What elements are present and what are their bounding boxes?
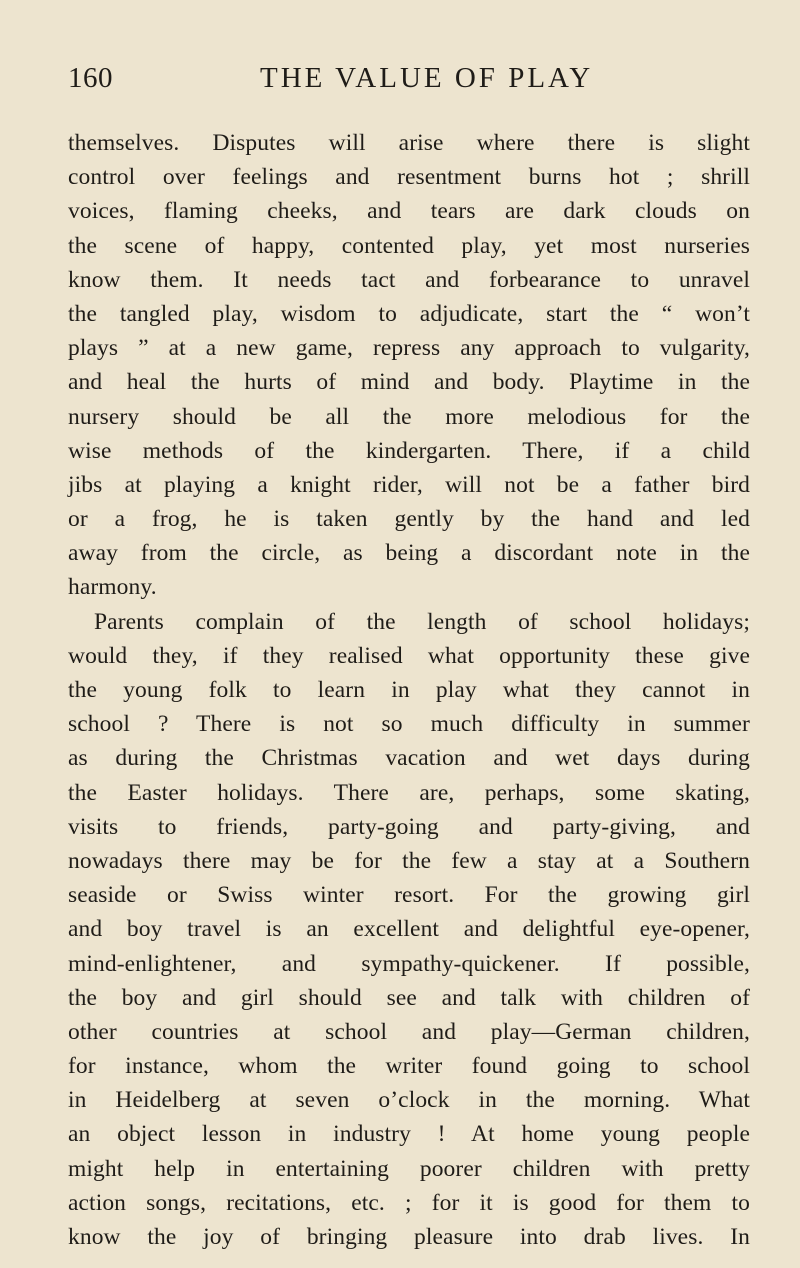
running-title: THE VALUE OF PLAY [260, 62, 594, 94]
text-line: mind-enlightener, and sympathy-quickener. If possible, [68, 950, 750, 977]
text-line: nowadays there may be for the few a stay at a Southern [68, 847, 750, 874]
text-line: school ? There is not so much difficulty in summer [68, 711, 750, 738]
text-line: Parents complain of the length of school holidays; [94, 608, 750, 635]
text-line: control over feelings and resentment burns hot ; shrill [68, 164, 750, 191]
text-line: and heal the hurts of mind and body. Playtime in the [68, 369, 750, 396]
text-line: might help in entertaining poorer children with pretty [68, 1155, 750, 1182]
text-line: away from the circle, as being a discordant note in the [68, 540, 750, 567]
text-line: voices, flaming cheeks, and tears are dark clouds on [68, 198, 750, 225]
paragraph-2 [68, 605, 750, 1255]
text-line: the boy and girl should see and talk with children of [68, 984, 750, 1011]
text-line: seaside or Swiss winter resort. For the growing girl [68, 882, 750, 909]
text-line: nursery should be all the more melodious for the [68, 403, 750, 430]
text-line: themselves. Disputes will arise where there is slight [68, 130, 750, 156]
paragraph-1 [68, 126, 750, 605]
text-line: and boy travel is an excellent and delightful eye-opener, [68, 916, 750, 943]
page-number: 160 [68, 62, 113, 94]
text-line: for instance, whom the writer found going to school [68, 1053, 750, 1080]
text-line: in Heidelberg at seven o’clock in the morning. What [68, 1087, 750, 1114]
text-line: know them. It needs tact and forbearance to unravel [68, 266, 750, 293]
text-line: know the joy of bringing pleasure into drab lives. In [68, 1224, 750, 1250]
text-line: or a frog, he is taken gently by the hand and led [68, 506, 750, 533]
text-line: as during the Christmas vacation and wet days during [68, 745, 750, 772]
text-line: plays ” at a new game, repress any approach to vulgarity, [68, 335, 750, 362]
text-line: wise methods of the kindergarten. There, if a child [68, 437, 750, 464]
text-line: harmony. [68, 574, 157, 601]
text-line: the young folk to learn in play what they cannot in [68, 677, 750, 703]
text-line: other countries at school and play—German children, [68, 1018, 750, 1045]
text-line: jibs at playing a knight rider, will not be a father bird [68, 471, 750, 498]
text-line: an object lesson in industry ! At home young people [68, 1121, 750, 1148]
text-line: the Easter holidays. There are, perhaps, some skating, [68, 779, 750, 806]
text-line: the tangled play, wisdom to adjudicate, start the “ won’t [68, 300, 750, 327]
text-line: visits to friends, party-going and party-giving, and [68, 813, 750, 840]
text-line: action songs, recitations, etc. ; for it is good for them to [68, 1189, 750, 1216]
text-line: would they, if they realised what opportunity these give [68, 642, 750, 669]
running-head [68, 60, 752, 96]
body-text [68, 126, 750, 1254]
text-line: the scene of happy, contented play, yet most nurseries [68, 232, 750, 259]
